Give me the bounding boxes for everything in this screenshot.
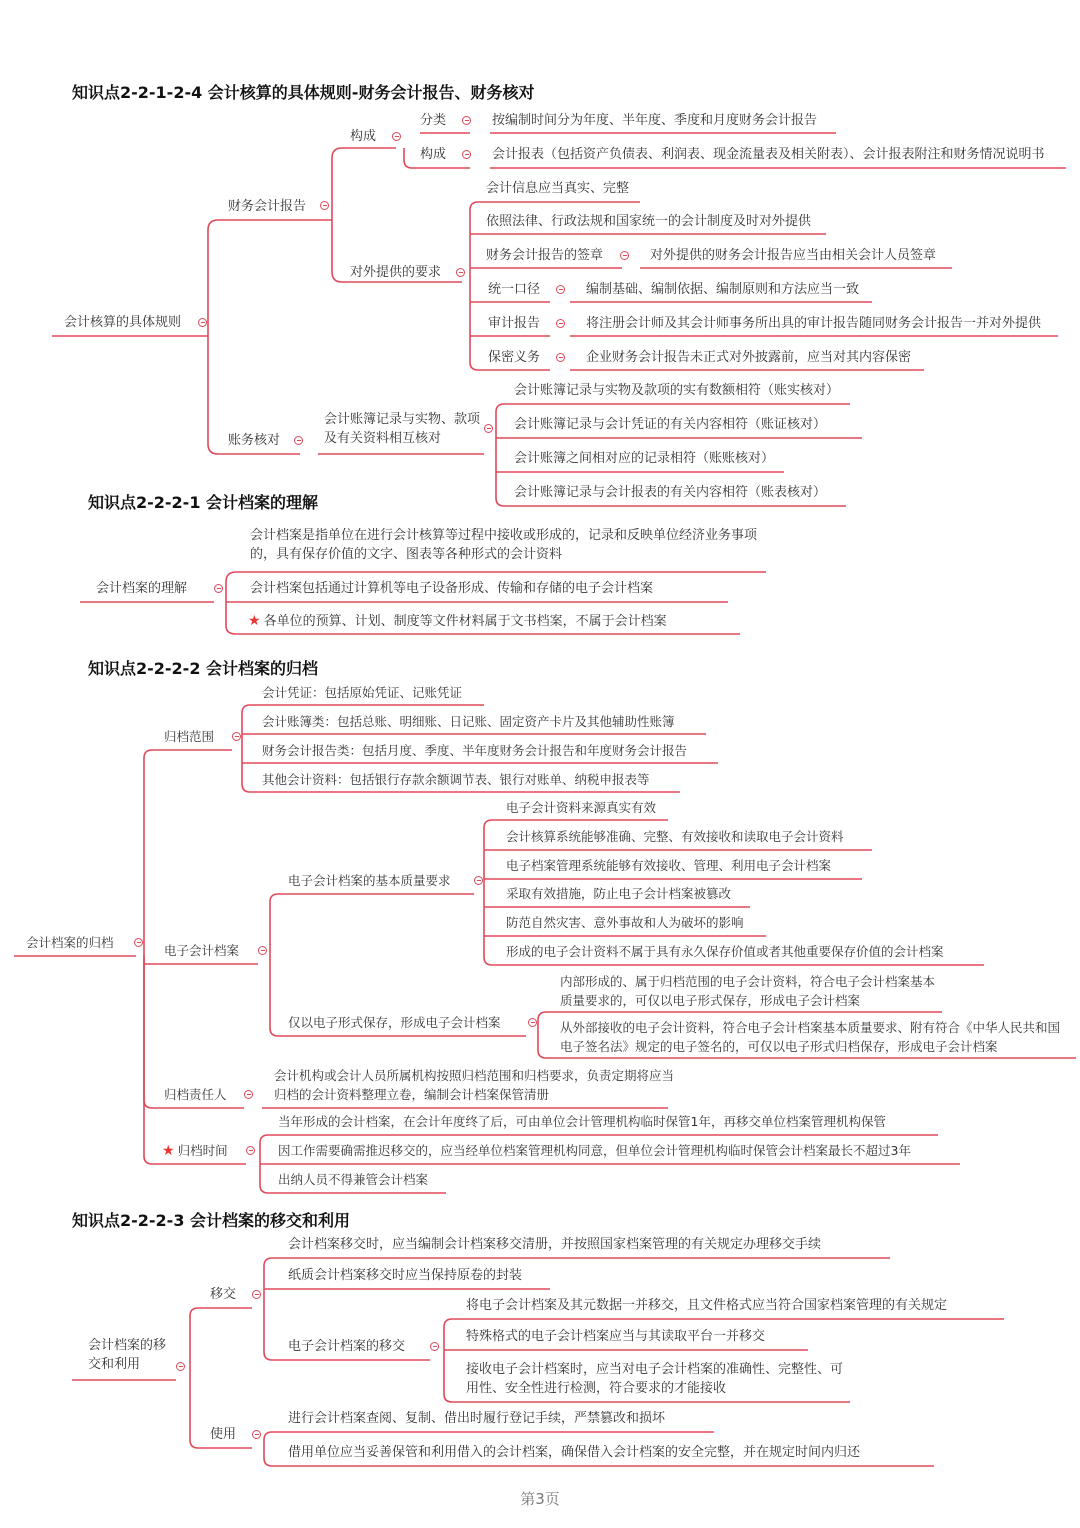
collapse-icon[interactable] xyxy=(430,1342,439,1351)
collapse-icon[interactable] xyxy=(258,946,267,955)
node-electronic-only: 仅以电子形式保存，形成电子会计档案 xyxy=(288,1015,501,1030)
collapse-icon[interactable] xyxy=(246,1146,255,1155)
leaf-time-cashier: 出纳人员不得兼管会计档案 xyxy=(278,1172,429,1187)
node-root-accounting-rules: 会计核算的具体规则 xyxy=(64,315,182,330)
leaf-archive-definition: 会计档案是指单位在进行会计核算等过程中接收或形成的，记录和反映单位经济业务事项的，具有保存价值的文字、图表等各种形式的会计资料 xyxy=(250,528,758,562)
leaf-transfer-list: 会计档案移交时，应当编制会计档案移交清册，并按照国家档案管理的有关规定办理移交手续 xyxy=(288,1237,822,1252)
collapse-icon[interactable] xyxy=(294,436,303,445)
node-filing-time-label: 归档时间 xyxy=(177,1143,228,1158)
leaf-check-account-statement: 会计账簿记录与会计报表的有关内容相符（账表核对） xyxy=(514,485,827,500)
node-electronic-archive: 电子会计档案 xyxy=(164,943,240,958)
section-title-report: 知识点2-2-1-2-4 会计核算的具体规则-财务会计报告、财务核对 xyxy=(72,83,535,102)
leaf-classification: 按编制时间分为年度、半年度、季度和月度财务会计报告 xyxy=(492,113,818,128)
leaf-scope-reports: 财务会计报告类：包括月度、季度、半年度财务会计报告和年度财务会计报告 xyxy=(262,743,688,758)
leaf-electronic-internal: 内部形成的、属于归档范围的电子会计资料，符合电子会计档案基本质量要求的，可仅以电子形式保存，形成电子会计档案 xyxy=(560,974,936,1008)
leaf-quality-tamper: 采取有效措施，防止电子会计档案被篡改 xyxy=(506,886,732,901)
node-electronic-transfer: 电子会计档案的移交 xyxy=(288,1339,406,1354)
leaf-electronic-external: 从外部接收的电子会计资料，符合电子会计档案基本质量要求、附有符合《中华人民共和国电子签名法》规定的电子签名的，可仅以电子形式归档保存，形成电子会计档案 xyxy=(560,1020,1061,1054)
leaf-scope-vouchers: 会计凭证：包括原始凭证、记账凭证 xyxy=(262,685,463,700)
leaf-transfer-paper: 纸质会计档案移交时应当保持原卷的封装 xyxy=(288,1268,523,1283)
leaf-scope-other: 其他会计资料：包括银行存款余额调节表、银行对账单、纳税申报表等 xyxy=(262,772,650,787)
node-transfer: 移交 xyxy=(210,1287,237,1302)
collapse-icon[interactable] xyxy=(214,584,223,593)
node-report-signature: 财务会计报告的签章 xyxy=(486,248,604,263)
leaf-electronic-archive: 会计档案包括通过计算机等电子设备形成、传输和存储的电子会计档案 xyxy=(250,581,654,596)
node-account-check-desc: 会计账簿记录与实物、款项及有关资料相互核对 xyxy=(324,412,481,446)
node-classification: 分类 xyxy=(420,113,447,128)
leaf-time-max-three-years: 因工作需要确需推迟移交的，应当经单位档案管理机构同意，但单位会计管理机构临时保管会计档案最长不超过3年 xyxy=(278,1143,911,1158)
collapse-icon[interactable] xyxy=(462,116,471,125)
node-financial-report: 财务会计报告 xyxy=(228,199,307,214)
node-root-understanding: 会计档案的理解 xyxy=(96,581,188,596)
node-external-requirements: 对外提供的要求 xyxy=(350,265,442,280)
node-composition: 构成 xyxy=(350,129,377,144)
collapse-icon[interactable] xyxy=(252,1290,261,1299)
collapse-icon[interactable] xyxy=(484,424,493,433)
node-filing-scope: 归档范围 xyxy=(164,729,215,744)
leaf-use-borrow: 借用单位应当妥善保管和利用借入的会计档案，确保借入会计档案的安全完整，并在规定时间内归还 xyxy=(288,1445,861,1460)
collapse-icon[interactable] xyxy=(392,132,401,141)
node-quality-requirements: 电子会计档案的基本质量要求 xyxy=(288,873,451,888)
leaf-quality-disaster: 防范自然灾害、意外事故和人为破坏的影响 xyxy=(506,915,744,930)
node-structure: 构成 xyxy=(420,147,447,162)
collapse-icon[interactable] xyxy=(232,732,241,741)
leaf-document-archive-text: 各单位的预算、计划、制度等文件材料属于文书档案，不属于会计档案 xyxy=(263,614,667,629)
collapse-icon[interactable] xyxy=(320,201,329,210)
leaf-etransfer-check: 接收电子会计档案时，应当对电子会计档案的准确性、完整性、可用性、安全性进行检测，符合要求的才能接收 xyxy=(466,1362,844,1396)
star-icon: ★ xyxy=(162,1143,175,1159)
node-use: 使用 xyxy=(210,1427,237,1442)
leaf-confidentiality: 企业财务会计报告未正式对外披露前，应当对其内容保密 xyxy=(586,350,912,365)
node-filing-responsible: 归档责任人 xyxy=(164,1087,227,1102)
leaf-req-true-complete: 会计信息应当真实、完整 xyxy=(486,181,630,196)
node-unified-standard: 统一口径 xyxy=(488,282,541,297)
section-title-transfer: 知识点2-2-2-3 会计档案的移交和利用 xyxy=(72,1211,351,1230)
leaf-filing-responsible: 会计机构或会计人员所属机构按照归档范围和归档要求，负责定期将应当归档的会计资料整理立卷，编制会计档案保管清册 xyxy=(274,1068,675,1102)
leaf-req-timely: 依照法律、行政法规和国家统一的会计制度及时对外提供 xyxy=(486,214,812,229)
leaf-scope-books: 会计账簿类：包括总账、明细账、日记账、固定资产卡片及其他辅助性账簿 xyxy=(262,714,675,729)
leaf-use-register: 进行会计档案查阅、复制、借出时履行登记手续，严禁篡改和损坏 xyxy=(288,1411,666,1426)
collapse-icon[interactable] xyxy=(456,268,465,277)
node-root-filing: 会计档案的归档 xyxy=(26,935,114,950)
leaf-report-signature: 对外提供的财务会计报告应当由相关会计人员签章 xyxy=(650,248,937,263)
collapse-icon[interactable] xyxy=(244,1090,253,1099)
collapse-icon[interactable] xyxy=(134,938,143,947)
leaf-time-one-year: 当年形成的会计档案，在会计年度终了后，可由单位会计管理机构临时保管1年，再移交单位档案管理机构保管 xyxy=(278,1114,886,1129)
collapse-icon[interactable] xyxy=(474,876,483,885)
leaf-etransfer-metadata: 将电子会计档案及其元数据一并移交，且文件格式应当符合国家档案管理的有关规定 xyxy=(466,1298,948,1313)
collapse-icon[interactable] xyxy=(556,285,565,294)
node-confidentiality: 保密义务 xyxy=(488,350,541,365)
page-number: 第3页 xyxy=(520,1490,560,1508)
leaf-quality-value: 形成的电子会计资料不属于具有永久保存价值或者其他重要保存价值的会计档案 xyxy=(506,944,944,959)
collapse-icon[interactable] xyxy=(176,1362,185,1371)
leaf-quality-management: 电子档案管理系统能够有效接收、管理、利用电子会计档案 xyxy=(506,858,832,873)
node-root-transfer-use: 会计档案的移交和利用 xyxy=(88,1338,167,1372)
leaf-structure: 会计报表（包括资产负债表、利润表、现金流量表及相关附表）、会计报表附注和财务情况说明书 xyxy=(492,147,1045,162)
leaf-unified-standard: 编制基础、编制依据、编制原则和方法应当一致 xyxy=(586,282,860,297)
collapse-icon[interactable] xyxy=(620,251,629,260)
collapse-icon[interactable] xyxy=(198,318,207,327)
node-audit-report: 审计报告 xyxy=(488,316,541,331)
leaf-check-account-physical: 会计账簿记录与实物及款项的实有数额相符（账实核对） xyxy=(514,383,840,398)
leaf-quality-system: 会计核算系统能够准确、完整、有效接收和读取电子会计资料 xyxy=(506,829,844,844)
leaf-check-account-voucher: 会计账簿记录与会计凭证的有关内容相符（账证核对） xyxy=(514,417,827,432)
leaf-etransfer-platform: 特殊格式的电子会计档案应当与其读取平台一并移交 xyxy=(466,1329,766,1344)
section-title-filing: 知识点2-2-2-2 会计档案的归档 xyxy=(88,659,319,678)
leaf-audit-report: 将注册会计师及其会计师事务所出具的审计报告随同财务会计报告一并对外提供 xyxy=(586,316,1042,331)
collapse-icon[interactable] xyxy=(528,1018,537,1027)
star-icon: ★ xyxy=(248,613,261,629)
node-filing-time xyxy=(162,1142,228,1160)
leaf-check-account-account: 会计账簿之间相对应的记录相符（账账核对） xyxy=(514,451,775,466)
collapse-icon[interactable] xyxy=(556,353,565,362)
node-account-check: 账务核对 xyxy=(228,433,281,448)
section-title-understanding: 知识点2-2-2-1 会计档案的理解 xyxy=(88,493,319,512)
collapse-icon[interactable] xyxy=(462,150,471,159)
collapse-icon[interactable] xyxy=(556,319,565,328)
leaf-document-archive xyxy=(248,612,667,631)
leaf-quality-source: 电子会计资料来源真实有效 xyxy=(506,800,657,815)
collapse-icon[interactable] xyxy=(252,1430,261,1439)
